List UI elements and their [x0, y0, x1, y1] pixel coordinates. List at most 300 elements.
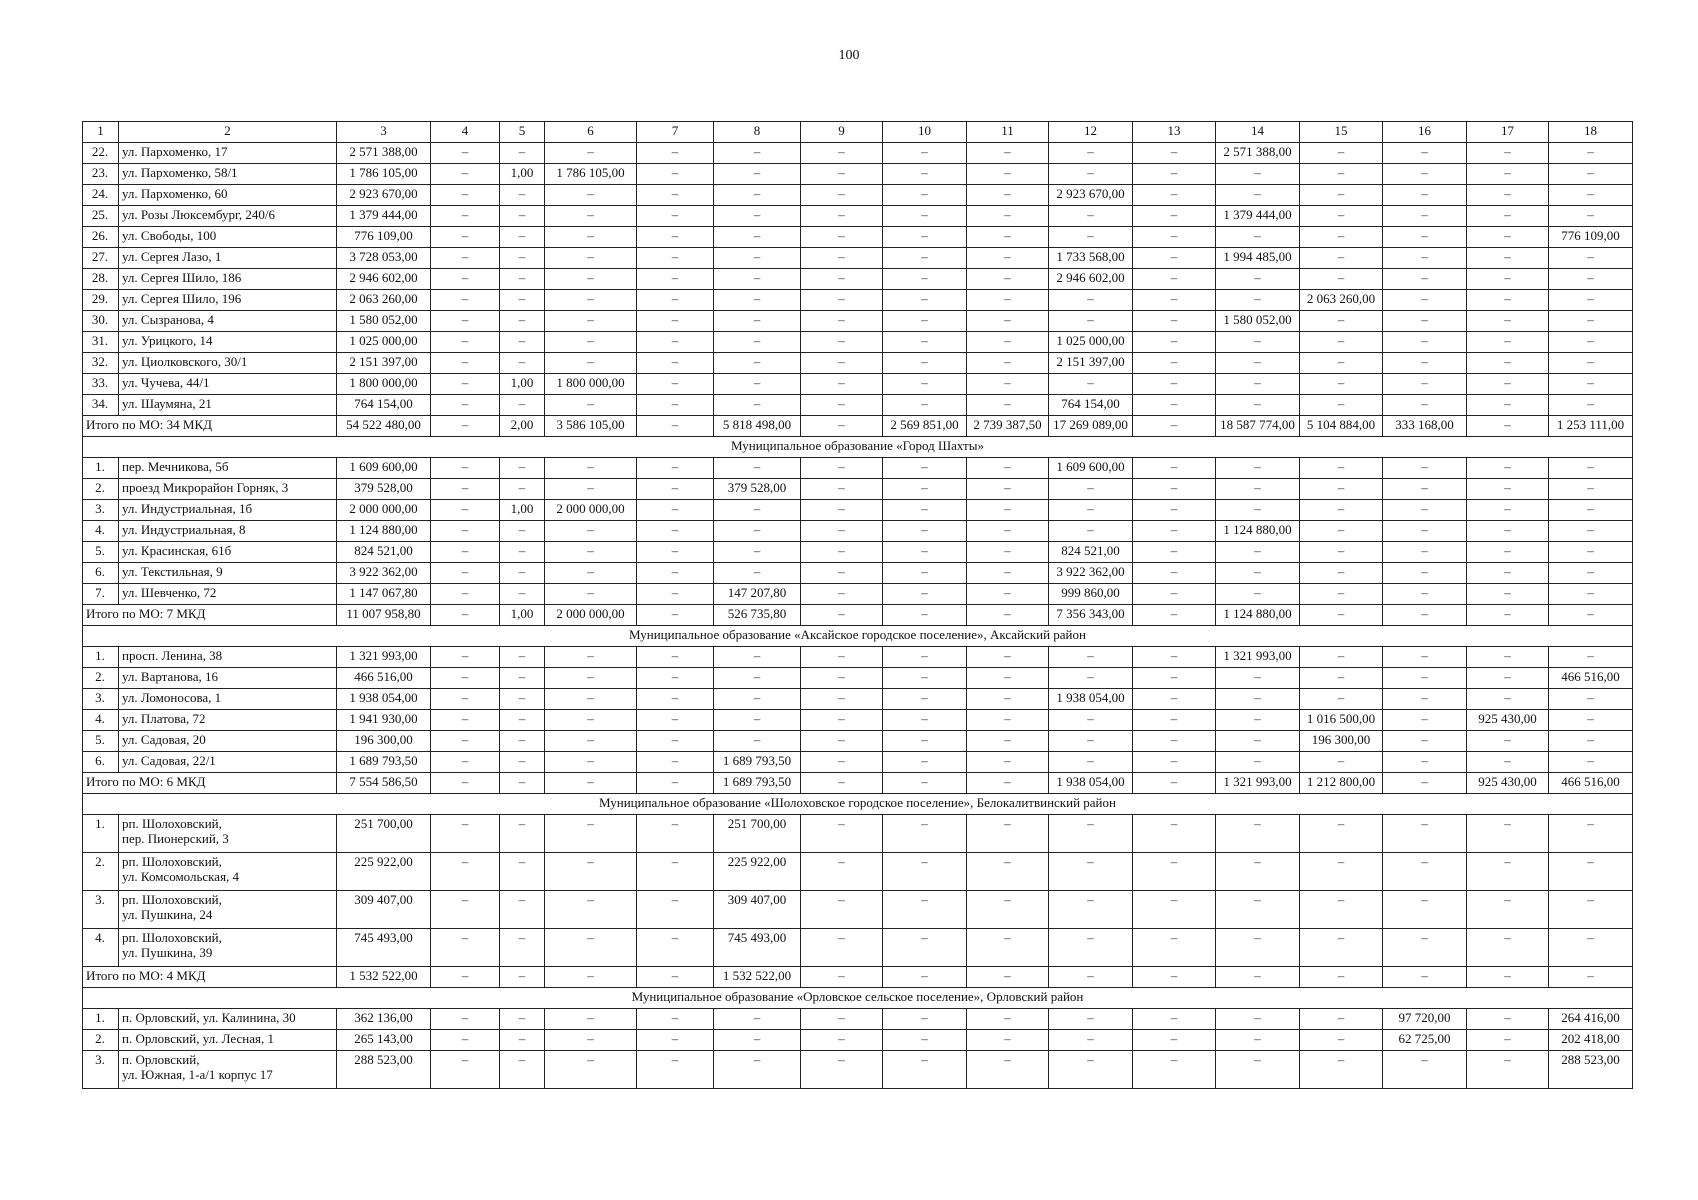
value-cell: 2 923 670,00	[337, 185, 431, 206]
address-cell: рп. Шолоховский, пер. Пионерский, 3	[119, 815, 337, 853]
table-row	[83, 143, 1633, 164]
value-cell: –	[967, 374, 1049, 395]
value-cell: 776 109,00	[337, 227, 431, 248]
value-cell: –	[431, 185, 500, 206]
value-cell: –	[1383, 1051, 1467, 1089]
value-cell: –	[1549, 395, 1633, 416]
value-cell: –	[1383, 332, 1467, 353]
value-cell: 925 430,00	[1467, 773, 1549, 794]
value-cell: –	[1467, 332, 1549, 353]
value-cell: –	[714, 1009, 801, 1030]
value-cell: 1 609 600,00	[337, 458, 431, 479]
value-cell: –	[967, 647, 1049, 668]
value-cell: –	[1467, 929, 1549, 967]
value-cell: –	[500, 290, 545, 311]
value-cell: –	[967, 605, 1049, 626]
value-cell: –	[545, 773, 637, 794]
value-cell: –	[967, 269, 1049, 290]
value-cell: –	[637, 143, 714, 164]
value-cell: –	[1467, 853, 1549, 891]
value-cell: –	[431, 647, 500, 668]
value-cell: –	[1383, 374, 1467, 395]
value-cell: –	[1216, 1009, 1300, 1030]
value-cell: 5 104 884,00	[1300, 416, 1383, 437]
value-cell: –	[1216, 689, 1300, 710]
value-cell: –	[967, 1051, 1049, 1089]
column-number-cell: 16	[1383, 122, 1467, 143]
value-cell: –	[1467, 1030, 1549, 1051]
value-cell: –	[1049, 500, 1133, 521]
value-cell: –	[801, 416, 883, 437]
value-cell: –	[637, 731, 714, 752]
value-cell: –	[801, 668, 883, 689]
value-cell: –	[1467, 248, 1549, 269]
value-cell: 1 689 793,50	[714, 752, 801, 773]
value-cell: 776 109,00	[1549, 227, 1633, 248]
value-cell: –	[1549, 584, 1633, 605]
value-cell: –	[545, 395, 637, 416]
value-cell: –	[1549, 458, 1633, 479]
value-cell: –	[967, 311, 1049, 332]
value-cell: –	[1549, 967, 1633, 988]
value-cell: –	[545, 584, 637, 605]
value-cell: –	[1549, 500, 1633, 521]
address-cell: ул. Вартанова, 16	[119, 668, 337, 689]
row-number: 24.	[83, 185, 119, 206]
value-cell: –	[967, 164, 1049, 185]
value-cell: –	[431, 605, 500, 626]
value-cell: –	[967, 967, 1049, 988]
value-cell: –	[1467, 967, 1549, 988]
value-cell: –	[1467, 185, 1549, 206]
value-cell: –	[1133, 853, 1216, 891]
value-cell: –	[1049, 731, 1133, 752]
value-cell: –	[545, 1051, 637, 1089]
value-cell: –	[500, 479, 545, 500]
value-cell: –	[1549, 929, 1633, 967]
value-cell: 1 938 054,00	[1049, 773, 1133, 794]
column-number-cell: 6	[545, 122, 637, 143]
value-cell: –	[714, 395, 801, 416]
value-cell: –	[1383, 773, 1467, 794]
value-cell: –	[1049, 967, 1133, 988]
row-number: 4.	[83, 521, 119, 542]
value-cell: –	[637, 563, 714, 584]
value-cell: –	[431, 143, 500, 164]
table-row	[83, 332, 1633, 353]
value-cell: –	[883, 752, 967, 773]
value-cell: –	[431, 311, 500, 332]
value-cell: –	[883, 185, 967, 206]
value-cell: –	[545, 332, 637, 353]
value-cell: 2 739 387,50	[967, 416, 1049, 437]
value-cell: –	[1549, 815, 1633, 853]
value-cell: –	[801, 563, 883, 584]
value-cell: –	[1133, 479, 1216, 500]
value-cell: –	[1049, 206, 1133, 227]
value-cell: –	[1467, 668, 1549, 689]
table-row	[83, 710, 1633, 731]
value-cell: –	[1133, 1030, 1216, 1051]
value-cell: –	[1216, 967, 1300, 988]
section-title: Муниципальное образование «Аксайское городское поселение», Аксайский район	[83, 626, 1633, 647]
value-cell: –	[1300, 967, 1383, 988]
value-cell: –	[801, 269, 883, 290]
value-cell: –	[967, 227, 1049, 248]
column-number-cell: 18	[1549, 122, 1633, 143]
value-cell: –	[545, 542, 637, 563]
value-cell: –	[1467, 353, 1549, 374]
row-number: 23.	[83, 164, 119, 185]
column-number-cell: 5	[500, 122, 545, 143]
value-cell: 1 016 500,00	[1300, 710, 1383, 731]
value-cell: 225 922,00	[714, 853, 801, 891]
address-cell: ул. Текстильная, 9	[119, 563, 337, 584]
value-cell: –	[883, 710, 967, 731]
value-cell: –	[1216, 710, 1300, 731]
value-cell: 196 300,00	[1300, 731, 1383, 752]
value-cell: –	[883, 929, 967, 967]
value-cell: 2 946 602,00	[1049, 269, 1133, 290]
row-number: 7.	[83, 584, 119, 605]
value-cell: –	[1383, 143, 1467, 164]
value-cell: –	[714, 311, 801, 332]
value-cell: –	[637, 521, 714, 542]
value-cell: –	[1049, 1030, 1133, 1051]
value-cell: –	[1133, 332, 1216, 353]
value-cell: –	[967, 500, 1049, 521]
value-cell: –	[500, 710, 545, 731]
value-cell: –	[500, 395, 545, 416]
row-number: 25.	[83, 206, 119, 227]
value-cell: 333 168,00	[1383, 416, 1467, 437]
value-cell: –	[883, 458, 967, 479]
value-cell: –	[1133, 311, 1216, 332]
value-cell: –	[637, 185, 714, 206]
value-cell: –	[883, 227, 967, 248]
value-cell: –	[714, 332, 801, 353]
value-cell: –	[545, 1009, 637, 1030]
value-cell: –	[1133, 164, 1216, 185]
value-cell: –	[967, 248, 1049, 269]
value-cell: –	[637, 929, 714, 967]
value-cell: 7 554 586,50	[337, 773, 431, 794]
value-cell: –	[1049, 1051, 1133, 1089]
value-cell: –	[1300, 458, 1383, 479]
value-cell: –	[883, 311, 967, 332]
value-cell: –	[637, 374, 714, 395]
row-number: 1.	[83, 458, 119, 479]
value-cell: –	[714, 1030, 801, 1051]
value-cell: –	[801, 967, 883, 988]
table-row	[83, 563, 1633, 584]
value-cell: 309 407,00	[714, 891, 801, 929]
value-cell: –	[545, 967, 637, 988]
value-cell: 1 689 793,50	[337, 752, 431, 773]
value-cell: –	[637, 395, 714, 416]
value-cell: –	[1216, 269, 1300, 290]
value-cell: –	[883, 332, 967, 353]
value-cell: 1 025 000,00	[337, 332, 431, 353]
value-cell: 2 000 000,00	[545, 500, 637, 521]
row-number: 5.	[83, 731, 119, 752]
row-number: 2.	[83, 1030, 119, 1051]
value-cell: 11 007 958,80	[337, 605, 431, 626]
value-cell: –	[1133, 143, 1216, 164]
value-cell: –	[1300, 689, 1383, 710]
address-cell: п. Орловский, ул. Калинина, 30	[119, 1009, 337, 1030]
value-cell: –	[714, 1051, 801, 1089]
value-cell: –	[1133, 185, 1216, 206]
column-number-cell: 17	[1467, 122, 1549, 143]
value-cell: –	[545, 891, 637, 929]
value-cell: –	[801, 1009, 883, 1030]
value-cell: –	[500, 521, 545, 542]
column-number-cell: 4	[431, 122, 500, 143]
page-number: 100	[838, 48, 860, 63]
value-cell: –	[545, 185, 637, 206]
value-cell: –	[1216, 1030, 1300, 1051]
value-cell: –	[500, 332, 545, 353]
value-cell: –	[967, 815, 1049, 853]
value-cell: –	[1300, 227, 1383, 248]
value-cell: –	[1549, 731, 1633, 752]
value-cell: –	[1383, 269, 1467, 290]
value-cell: –	[1467, 584, 1549, 605]
value-cell: 3 922 362,00	[1049, 563, 1133, 584]
value-cell: –	[431, 1030, 500, 1051]
value-cell: –	[801, 143, 883, 164]
value-cell: –	[1133, 563, 1216, 584]
value-cell: –	[714, 143, 801, 164]
value-cell: 196 300,00	[337, 731, 431, 752]
value-cell: –	[1549, 710, 1633, 731]
value-cell: –	[883, 563, 967, 584]
value-cell: –	[883, 248, 967, 269]
value-cell: 18 587 774,00	[1216, 416, 1300, 437]
value-cell: –	[545, 143, 637, 164]
value-cell: –	[801, 521, 883, 542]
value-cell: –	[1216, 227, 1300, 248]
value-cell: –	[967, 353, 1049, 374]
value-cell: –	[1216, 853, 1300, 891]
value-cell: –	[431, 710, 500, 731]
value-cell: –	[1467, 311, 1549, 332]
value-cell: –	[714, 668, 801, 689]
value-cell: –	[545, 269, 637, 290]
value-cell: –	[883, 815, 967, 853]
value-cell: 2 000 000,00	[545, 605, 637, 626]
value-cell: –	[1300, 353, 1383, 374]
value-cell: –	[637, 1030, 714, 1051]
value-cell: –	[1216, 542, 1300, 563]
value-cell: 3 586 105,00	[545, 416, 637, 437]
value-cell: –	[1300, 584, 1383, 605]
value-cell: –	[1467, 521, 1549, 542]
value-cell: –	[967, 853, 1049, 891]
value-cell: –	[714, 458, 801, 479]
value-cell: –	[1216, 353, 1300, 374]
address-cell: п. Орловский, ул. Лесная, 1	[119, 1030, 337, 1051]
value-cell: –	[714, 269, 801, 290]
value-cell: –	[1133, 668, 1216, 689]
address-cell: ул. Шаумяна, 21	[119, 395, 337, 416]
value-cell: –	[1300, 929, 1383, 967]
value-cell: –	[1049, 521, 1133, 542]
section-title: Муниципальное образование «Город Шахты»	[83, 437, 1633, 458]
value-cell: –	[637, 206, 714, 227]
section-row	[83, 437, 1633, 458]
value-cell: –	[1133, 500, 1216, 521]
value-cell: –	[545, 710, 637, 731]
value-cell: –	[801, 752, 883, 773]
value-cell: –	[500, 929, 545, 967]
value-cell: 2 000 000,00	[337, 500, 431, 521]
value-cell: –	[1133, 647, 1216, 668]
value-cell: –	[801, 206, 883, 227]
value-cell: –	[1467, 891, 1549, 929]
column-number-cell: 11	[967, 122, 1049, 143]
value-cell: 764 154,00	[337, 395, 431, 416]
value-cell: –	[883, 500, 967, 521]
value-cell: –	[1383, 500, 1467, 521]
value-cell: –	[431, 206, 500, 227]
value-cell: 7 356 343,00	[1049, 605, 1133, 626]
address-cell: ул. Платова, 72	[119, 710, 337, 731]
value-cell: –	[545, 248, 637, 269]
value-cell: 2 063 260,00	[337, 290, 431, 311]
value-cell: –	[1383, 929, 1467, 967]
value-cell: 17 269 089,00	[1049, 416, 1133, 437]
value-cell: –	[1216, 185, 1300, 206]
value-cell: –	[1216, 374, 1300, 395]
value-cell: –	[883, 353, 967, 374]
value-cell: –	[500, 1030, 545, 1051]
value-cell: –	[637, 542, 714, 563]
value-cell: 379 528,00	[337, 479, 431, 500]
value-cell: –	[967, 542, 1049, 563]
value-cell: –	[1300, 311, 1383, 332]
value-cell: 1 938 054,00	[337, 689, 431, 710]
row-number: 5.	[83, 542, 119, 563]
value-cell: –	[431, 416, 500, 437]
value-cell: –	[1133, 584, 1216, 605]
column-number-cell: 1	[83, 122, 119, 143]
value-cell: –	[545, 206, 637, 227]
value-cell: –	[1049, 752, 1133, 773]
value-cell: –	[431, 929, 500, 967]
value-cell: –	[500, 248, 545, 269]
value-cell: 1 689 793,50	[714, 773, 801, 794]
value-cell: 1,00	[500, 500, 545, 521]
value-cell: –	[637, 752, 714, 773]
value-cell: –	[1383, 605, 1467, 626]
row-number: 1.	[83, 647, 119, 668]
total-label: Итого по МО: 4 МКД	[83, 967, 337, 988]
value-cell: –	[1049, 374, 1133, 395]
value-cell: –	[801, 290, 883, 311]
value-cell: –	[637, 1051, 714, 1089]
value-cell: 1 733 568,00	[1049, 248, 1133, 269]
value-cell: –	[883, 731, 967, 752]
value-cell: 1 379 444,00	[337, 206, 431, 227]
value-cell: –	[1133, 891, 1216, 929]
address-cell: ул. Садовая, 20	[119, 731, 337, 752]
value-cell: –	[637, 269, 714, 290]
value-cell: –	[500, 584, 545, 605]
value-cell: –	[500, 227, 545, 248]
row-number: 22.	[83, 143, 119, 164]
value-cell: –	[545, 521, 637, 542]
value-cell: 1,00	[500, 374, 545, 395]
value-cell: –	[883, 584, 967, 605]
table-row	[83, 689, 1633, 710]
value-cell: –	[1383, 458, 1467, 479]
table-row	[83, 227, 1633, 248]
value-cell: –	[801, 731, 883, 752]
value-cell: –	[801, 164, 883, 185]
value-cell: –	[500, 542, 545, 563]
value-cell: –	[500, 647, 545, 668]
value-cell: –	[1300, 563, 1383, 584]
value-cell: –	[1467, 416, 1549, 437]
value-cell: –	[500, 206, 545, 227]
value-cell: –	[714, 353, 801, 374]
value-cell: 264 416,00	[1549, 1009, 1633, 1030]
value-cell: –	[883, 1051, 967, 1089]
column-number-cell: 14	[1216, 122, 1300, 143]
section-row	[83, 794, 1633, 815]
table-header-row	[83, 122, 1633, 143]
value-cell: –	[1133, 458, 1216, 479]
value-cell: –	[637, 815, 714, 853]
value-cell: 999 860,00	[1049, 584, 1133, 605]
value-cell: 225 922,00	[337, 853, 431, 891]
value-cell: –	[1133, 206, 1216, 227]
value-cell: –	[801, 1051, 883, 1089]
value-cell: –	[1133, 929, 1216, 967]
value-cell: –	[1467, 164, 1549, 185]
value-cell: 1 580 052,00	[1216, 311, 1300, 332]
value-cell: –	[637, 710, 714, 731]
total-row	[83, 416, 1633, 437]
value-cell: –	[637, 164, 714, 185]
value-cell: –	[967, 290, 1049, 311]
value-cell: 202 418,00	[1549, 1030, 1633, 1051]
value-cell: –	[1300, 1030, 1383, 1051]
value-cell: –	[637, 689, 714, 710]
value-cell: –	[967, 752, 1049, 773]
value-cell: –	[967, 668, 1049, 689]
address-cell: ул. Сергея Шило, 196	[119, 290, 337, 311]
value-cell: –	[431, 542, 500, 563]
value-cell: –	[1549, 689, 1633, 710]
value-cell: –	[431, 668, 500, 689]
value-cell: –	[1133, 353, 1216, 374]
value-cell: –	[500, 891, 545, 929]
row-number: 3.	[83, 689, 119, 710]
value-cell: –	[1383, 248, 1467, 269]
value-cell: 466 516,00	[337, 668, 431, 689]
value-cell: –	[637, 458, 714, 479]
value-cell: –	[1383, 227, 1467, 248]
address-cell: рп. Шолоховский, ул. Комсомольская, 4	[119, 853, 337, 891]
column-number-cell: 12	[1049, 122, 1133, 143]
value-cell: 1 321 993,00	[337, 647, 431, 668]
value-cell: 1 938 054,00	[1049, 689, 1133, 710]
value-cell: 1,00	[500, 164, 545, 185]
value-cell: –	[967, 689, 1049, 710]
